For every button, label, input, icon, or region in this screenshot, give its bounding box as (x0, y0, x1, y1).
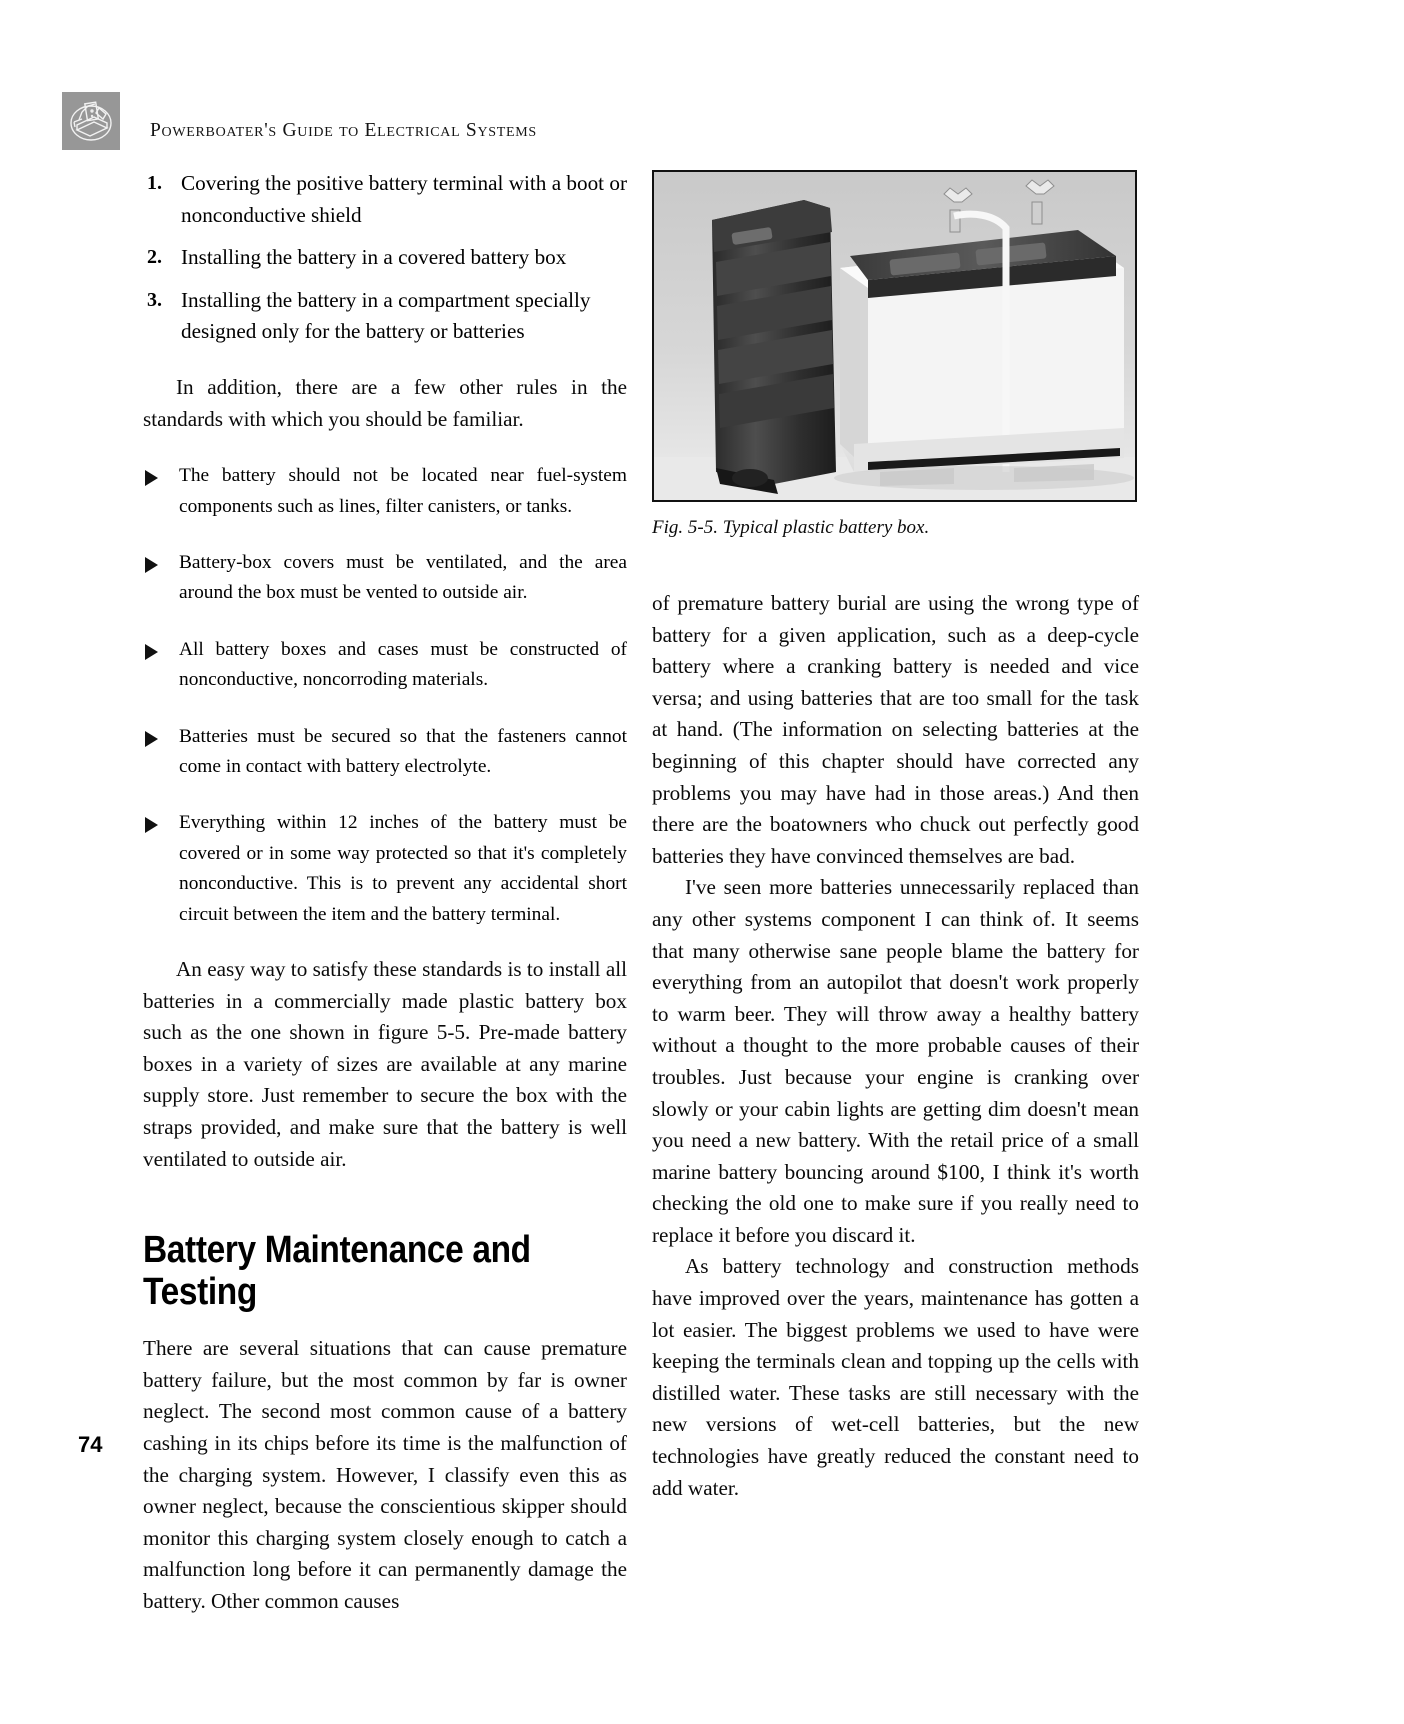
right-paragraph: I've seen more batteries unnecessarily replaced than any other systems component I can think of. It seems that many otherwise sane people blame the battery for everything from an autopilot that doesn't work properly to warm beer. They will throw away a healthy battery without a thought to the more probable causes of their troubles. Just because your engine is cranking over slowly or your cabin lights are getting dim doesn't mean you need a new battery. With the retail price of a small marine battery bouncing around $100, I think it's worth checking the old one to make sure if you really need to replace it before you discard it. (652, 875, 1139, 1247)
bullet-item-text: Battery-box covers must be ventilated, and the area around the box must be vented to outside air. (179, 551, 627, 604)
triangle-bullet-icon (145, 557, 158, 573)
right-paragraph: of premature battery burial are using the wrong type of battery for a given application, such as a deep-cycle battery where a cranking battery is needed and vice versa; and using batteries that are too small for the task at hand. (The information on selecting batteries at the beginning of this chapter should have corrected any problems you may have had in those areas.) And then there are the boatowners who chuck out perfectly good batteries they have convinced themselves are bad. (652, 591, 1139, 868)
bullet-list (143, 461, 627, 930)
section-heading: Battery Maintenance and Testing (143, 1229, 531, 1314)
triangle-bullet-icon (145, 731, 158, 747)
triangle-bullet-icon (145, 470, 158, 486)
right-column (652, 588, 1139, 1504)
left-column (143, 168, 627, 1618)
toolbox-illustration-icon (62, 92, 120, 150)
list-item-text: Installing the battery in a compartment specially designed only for the battery or batteries (181, 287, 591, 344)
figure-block (652, 170, 1137, 541)
numbered-list-item (143, 242, 627, 274)
bullet-list-item (143, 461, 627, 522)
list-item-text: Installing the battery in a covered battery box (181, 245, 567, 270)
numbered-list (143, 168, 627, 348)
triangle-bullet-icon (145, 644, 158, 660)
list-number: 2. (147, 246, 162, 269)
page-number: 74 (78, 1432, 103, 1457)
running-head-title: Powerboater's Guide to Electrical Systems (150, 120, 537, 141)
list-item-text: Covering the positive battery terminal with a boot or nonconductive shield (181, 171, 628, 227)
bullet-item-text: The battery should not be located near fuel-system components such as lines, filter canisters, or tanks. (179, 465, 627, 517)
numbered-list-item (143, 168, 627, 231)
figure-image (652, 170, 1137, 502)
figure-caption: Fig. 5-5. Typical plastic battery box. (652, 517, 930, 538)
list-number: 1. (147, 172, 162, 194)
section-paragraph: There are several situations that can cause premature battery failure, but the most common by far is owner neglect. The second most common cause of a battery cashing in its chips before its time is the malfunction of the charging system. However, I classify even this as owner neglect, because the conscientious skipper should monitor this charging system closely enough to catch a malfunction long before it can permanently damage the battery. Other common causes (143, 1336, 627, 1613)
bullet-list-item (143, 548, 627, 609)
right-paragraph: As battery technology and construction methods have improved over the years, maintenance has gotten a lot easier. The biggest problems we used to have were keeping the terminals clean and topping up the cells with distilled water. These tasks are still necessary with the new versions of wet-cell batteries, but the new technologies have greatly reduced the constant need to add water. (652, 1254, 1139, 1500)
triangle-bullet-icon (145, 817, 158, 833)
bullet-item-text: Batteries must be secured so that the fasteners cannot come in contact with battery electrolyte. (179, 725, 627, 777)
numbered-list-item (143, 285, 627, 348)
list-number: 3. (147, 288, 162, 311)
bullet-list-item (143, 722, 627, 783)
bullet-list-item (143, 808, 627, 930)
page-header (62, 92, 1342, 156)
intro-paragraph: In addition, there are a few other rules in the standards with which you should be familiar. (143, 374, 627, 431)
bullet-item-text: Everything within 12 inches of the battery must be covered or in some way protected so that it's completely nonconductive. This is to prevent any accidental short circuit between the item and the battery terminal. (179, 812, 627, 925)
bullet-list-item (143, 635, 627, 696)
closing-paragraph: An easy way to satisfy these standards is to install all batteries in a commercially made plastic battery box such as the one shown in figure 5-5. Pre-made battery boxes in a variety of sizes are available at any marine supply store. Just remember to secure the box with the straps provided, and make sure that the battery is well ventilated to outside air. (143, 957, 627, 1171)
bullet-item-text: All battery boxes and cases must be constructed of nonconductive, noncorroding materials. (179, 638, 627, 691)
